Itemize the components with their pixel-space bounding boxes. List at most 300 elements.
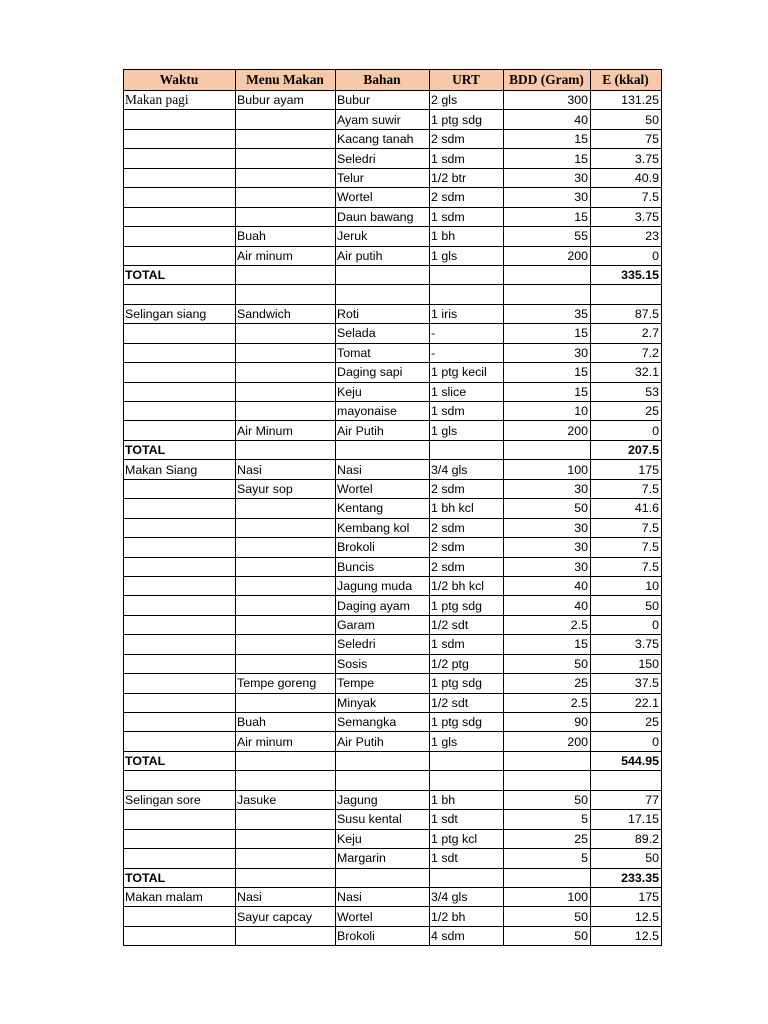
energy-cell: 0 <box>591 421 662 440</box>
bahan-cell: Keju <box>336 829 430 848</box>
energy-cell: 25 <box>591 402 662 421</box>
bdd-cell: 2.5 <box>504 693 591 712</box>
bdd-cell <box>504 285 591 304</box>
urt-cell: 1 ptg sdg <box>430 674 504 693</box>
bahan-cell: Air putih <box>336 246 430 265</box>
energy-cell: 22.1 <box>591 693 662 712</box>
urt-cell: 2 gls <box>430 91 504 110</box>
menu-makan-cell: Sayur sop <box>236 479 336 498</box>
urt-cell: 2 sdm <box>430 557 504 576</box>
table-row <box>124 149 662 168</box>
bahan-cell: Telur <box>336 168 430 187</box>
bahan-cell <box>336 285 430 304</box>
bahan-cell: Susu kental <box>336 810 430 829</box>
table-row <box>124 324 662 343</box>
energy-cell: 7.2 <box>591 343 662 362</box>
header-row <box>124 70 662 91</box>
waktu-cell: TOTAL <box>124 751 236 770</box>
energy-cell: 50 <box>591 849 662 868</box>
energy-cell: 544.95 <box>591 751 662 770</box>
waktu-cell <box>124 324 236 343</box>
urt-cell: 1 bh <box>430 790 504 809</box>
waktu-cell <box>124 654 236 673</box>
bahan-cell: Nasi <box>336 887 430 906</box>
bahan-cell: Roti <box>336 304 430 323</box>
menu-makan-cell <box>236 615 336 634</box>
energy-cell: 25 <box>591 713 662 732</box>
waktu-cell <box>124 246 236 265</box>
energy-cell: 12.5 <box>591 926 662 945</box>
energy-cell: 131.25 <box>591 91 662 110</box>
urt-cell: 1/2 sdt <box>430 615 504 634</box>
urt-cell: 3/4 gls <box>430 460 504 479</box>
bdd-cell: 200 <box>504 246 591 265</box>
energy-cell: 50 <box>591 110 662 129</box>
bahan-cell: Buncis <box>336 557 430 576</box>
waktu-cell <box>124 538 236 557</box>
table-row <box>124 168 662 187</box>
menu-makan-cell <box>236 363 336 382</box>
energy-cell: 0 <box>591 732 662 751</box>
header-urt: URT <box>430 70 504 91</box>
bdd-cell: 100 <box>504 460 591 479</box>
urt-cell: 2 sdm <box>430 538 504 557</box>
waktu-cell <box>124 907 236 926</box>
bdd-cell: 90 <box>504 713 591 732</box>
energy-cell: 175 <box>591 460 662 479</box>
menu-makan-cell: Air minum <box>236 246 336 265</box>
energy-cell: 53 <box>591 382 662 401</box>
energy-cell: 233.35 <box>591 868 662 887</box>
energy-cell <box>591 285 662 304</box>
waktu-cell: TOTAL <box>124 265 236 284</box>
bahan-cell: Tempe <box>336 674 430 693</box>
bahan-cell: Kembang kol <box>336 518 430 537</box>
energy-cell: 89.2 <box>591 829 662 848</box>
urt-cell: 1 sdt <box>430 849 504 868</box>
table-row <box>124 129 662 148</box>
table-row <box>124 227 662 246</box>
bahan-cell: Kacang tanah <box>336 129 430 148</box>
header-bahan: Bahan <box>336 70 430 91</box>
energy-cell: 7.5 <box>591 518 662 537</box>
bdd-cell: 15 <box>504 129 591 148</box>
menu-makan-cell <box>236 110 336 129</box>
bdd-cell: 35 <box>504 304 591 323</box>
table-row <box>124 654 662 673</box>
urt-cell <box>430 440 504 459</box>
menu-makan-cell <box>236 557 336 576</box>
bdd-cell <box>504 751 591 770</box>
bdd-cell: 30 <box>504 518 591 537</box>
bdd-cell: 50 <box>504 654 591 673</box>
menu-makan-cell <box>236 343 336 362</box>
menu-makan-cell <box>236 518 336 537</box>
waktu-cell <box>124 168 236 187</box>
urt-cell <box>430 285 504 304</box>
energy-cell: 75 <box>591 129 662 148</box>
table-row <box>124 635 662 654</box>
table-row <box>124 110 662 129</box>
bdd-cell: 30 <box>504 343 591 362</box>
energy-cell: 3.75 <box>591 207 662 226</box>
table-row <box>124 771 662 790</box>
bahan-cell <box>336 771 430 790</box>
menu-makan-cell: Tempe goreng <box>236 674 336 693</box>
menu-makan-cell <box>236 849 336 868</box>
urt-cell: 1/2 bh kcl <box>430 576 504 595</box>
bdd-cell: 50 <box>504 790 591 809</box>
total-row <box>124 868 662 887</box>
energy-cell: 40.9 <box>591 168 662 187</box>
bahan-cell: Jeruk <box>336 227 430 246</box>
menu-makan-cell <box>236 440 336 459</box>
waktu-cell <box>124 518 236 537</box>
table-row <box>124 693 662 712</box>
table-row <box>124 674 662 693</box>
bahan-cell: Kentang <box>336 499 430 518</box>
urt-cell: 1 sdm <box>430 635 504 654</box>
waktu-cell <box>124 771 236 790</box>
bahan-cell <box>336 751 430 770</box>
bahan-cell: Brokoli <box>336 538 430 557</box>
bahan-cell: Ayam suwir <box>336 110 430 129</box>
waktu-cell <box>124 363 236 382</box>
energy-cell: 3.75 <box>591 635 662 654</box>
table-row <box>124 207 662 226</box>
table-row <box>124 188 662 207</box>
urt-cell: 1 bh kcl <box>430 499 504 518</box>
bdd-cell <box>504 868 591 887</box>
energy-cell: 17.15 <box>591 810 662 829</box>
energy-cell: 335.15 <box>591 265 662 284</box>
urt-cell: 2 sdm <box>430 188 504 207</box>
energy-cell: 41.6 <box>591 499 662 518</box>
waktu-cell <box>124 576 236 595</box>
bdd-cell: 25 <box>504 674 591 693</box>
waktu-cell <box>124 421 236 440</box>
table-row <box>124 304 662 323</box>
menu-makan-cell: Sandwich <box>236 304 336 323</box>
bahan-cell: Wortel <box>336 907 430 926</box>
urt-cell: 1/2 bh <box>430 907 504 926</box>
bahan-cell: Nasi <box>336 460 430 479</box>
header-energy-kkal: E (kkal) <box>591 70 662 91</box>
bahan-cell: Garam <box>336 615 430 634</box>
table-row <box>124 363 662 382</box>
waktu-cell <box>124 635 236 654</box>
urt-cell: 2 sdm <box>430 518 504 537</box>
menu-makan-cell <box>236 324 336 343</box>
menu-makan-cell <box>236 285 336 304</box>
bdd-cell: 50 <box>504 926 591 945</box>
bahan-cell: Wortel <box>336 188 430 207</box>
table-row <box>124 732 662 751</box>
energy-cell: 23 <box>591 227 662 246</box>
energy-cell: 7.5 <box>591 557 662 576</box>
header-waktu: Waktu <box>124 70 236 91</box>
urt-cell: 2 sdm <box>430 129 504 148</box>
waktu-cell: Makan pagi <box>124 91 236 110</box>
bahan-cell <box>336 265 430 284</box>
waktu-cell <box>124 849 236 868</box>
bahan-cell: Jagung muda <box>336 576 430 595</box>
urt-cell: 1 sdm <box>430 149 504 168</box>
energy-cell: 77 <box>591 790 662 809</box>
urt-cell: 1 slice <box>430 382 504 401</box>
total-row <box>124 751 662 770</box>
table-row <box>124 538 662 557</box>
menu-makan-cell: Bubur ayam <box>236 91 336 110</box>
urt-cell: 1 ptg sdg <box>430 713 504 732</box>
table-row <box>124 887 662 906</box>
urt-cell: 1/2 sdt <box>430 693 504 712</box>
waktu-cell: Makan malam <box>124 887 236 906</box>
energy-cell: 2.7 <box>591 324 662 343</box>
table-row <box>124 713 662 732</box>
header-menu-makan: Menu Makan <box>236 70 336 91</box>
waktu-cell <box>124 207 236 226</box>
bahan-cell: mayonaise <box>336 402 430 421</box>
menu-makan-cell: Nasi <box>236 460 336 479</box>
menu-makan-cell: Jasuke <box>236 790 336 809</box>
bdd-cell <box>504 440 591 459</box>
menu-makan-cell: Air Minum <box>236 421 336 440</box>
waktu-cell <box>124 693 236 712</box>
energy-cell: 0 <box>591 246 662 265</box>
table-row <box>124 285 662 304</box>
urt-cell <box>430 868 504 887</box>
table-row <box>124 479 662 498</box>
menu-makan-cell <box>236 635 336 654</box>
bdd-cell: 15 <box>504 149 591 168</box>
menu-makan-cell <box>236 771 336 790</box>
bdd-cell <box>504 265 591 284</box>
urt-cell <box>430 265 504 284</box>
waktu-cell <box>124 674 236 693</box>
bdd-cell: 5 <box>504 810 591 829</box>
waktu-cell <box>124 227 236 246</box>
menu-makan-cell <box>236 538 336 557</box>
energy-cell: 37.5 <box>591 674 662 693</box>
waktu-cell <box>124 732 236 751</box>
bahan-cell: Semangka <box>336 713 430 732</box>
energy-cell: 87.5 <box>591 304 662 323</box>
menu-makan-cell <box>236 596 336 615</box>
bahan-cell: Margarin <box>336 849 430 868</box>
urt-cell: 1 gls <box>430 732 504 751</box>
urt-cell: 1 ptg kcl <box>430 829 504 848</box>
waktu-cell <box>124 188 236 207</box>
energy-cell: 150 <box>591 654 662 673</box>
waktu-cell <box>124 926 236 945</box>
table-row <box>124 382 662 401</box>
urt-cell <box>430 751 504 770</box>
table-row <box>124 402 662 421</box>
waktu-cell: Selingan sore <box>124 790 236 809</box>
bahan-cell: Bubur <box>336 91 430 110</box>
urt-cell: 1 iris <box>430 304 504 323</box>
bdd-cell: 30 <box>504 479 591 498</box>
energy-cell: 7.5 <box>591 188 662 207</box>
bdd-cell: 200 <box>504 421 591 440</box>
menu-makan-cell <box>236 499 336 518</box>
urt-cell: 1 bh <box>430 227 504 246</box>
menu-makan-cell <box>236 188 336 207</box>
menu-makan-cell <box>236 654 336 673</box>
energy-cell: 207.5 <box>591 440 662 459</box>
bdd-cell: 40 <box>504 596 591 615</box>
table-row <box>124 596 662 615</box>
energy-cell: 3.75 <box>591 149 662 168</box>
urt-cell: 1 sdm <box>430 402 504 421</box>
bahan-cell: Tomat <box>336 343 430 362</box>
urt-cell: 1/2 btr <box>430 168 504 187</box>
table-row <box>124 246 662 265</box>
bdd-cell: 30 <box>504 557 591 576</box>
header-bdd-gram: BDD (Gram) <box>504 70 591 91</box>
menu-makan-cell: Air minum <box>236 732 336 751</box>
table-row <box>124 576 662 595</box>
bdd-cell: 30 <box>504 188 591 207</box>
bahan-cell: Sosis <box>336 654 430 673</box>
bahan-cell: Brokoli <box>336 926 430 945</box>
menu-makan-cell: Sayur capcay <box>236 907 336 926</box>
bahan-cell: Daging ayam <box>336 596 430 615</box>
menu-makan-cell <box>236 207 336 226</box>
waktu-cell <box>124 829 236 848</box>
bahan-cell: Jagung <box>336 790 430 809</box>
bahan-cell: Wortel <box>336 479 430 498</box>
menu-makan-cell <box>236 382 336 401</box>
menu-makan-cell: Buah <box>236 713 336 732</box>
bdd-cell: 15 <box>504 207 591 226</box>
bdd-cell: 15 <box>504 382 591 401</box>
urt-cell <box>430 771 504 790</box>
waktu-cell <box>124 596 236 615</box>
urt-cell: - <box>430 324 504 343</box>
energy-cell: 7.5 <box>591 538 662 557</box>
bdd-cell: 10 <box>504 402 591 421</box>
bdd-cell: 200 <box>504 732 591 751</box>
bdd-cell: 50 <box>504 907 591 926</box>
urt-cell: 2 sdm <box>430 479 504 498</box>
menu-makan-cell <box>236 926 336 945</box>
bahan-cell: Daun bawang <box>336 207 430 226</box>
energy-cell: 0 <box>591 615 662 634</box>
urt-cell: 1 sdm <box>430 207 504 226</box>
table-row <box>124 557 662 576</box>
bahan-cell: Daging sapi <box>336 363 430 382</box>
urt-cell: 1 ptg sdg <box>430 110 504 129</box>
menu-makan-cell <box>236 149 336 168</box>
menu-makan-cell <box>236 810 336 829</box>
urt-cell: 1 sdt <box>430 810 504 829</box>
bdd-cell <box>504 771 591 790</box>
table-row <box>124 460 662 479</box>
waktu-cell <box>124 615 236 634</box>
bdd-cell: 55 <box>504 227 591 246</box>
table-row <box>124 421 662 440</box>
table-row <box>124 907 662 926</box>
bdd-cell: 15 <box>504 635 591 654</box>
bahan-cell: Seledri <box>336 635 430 654</box>
energy-cell: 175 <box>591 887 662 906</box>
urt-cell: 1 ptg sdg <box>430 596 504 615</box>
bdd-cell: 15 <box>504 324 591 343</box>
waktu-cell <box>124 343 236 362</box>
waktu-cell: TOTAL <box>124 868 236 887</box>
table-row <box>124 343 662 362</box>
waktu-cell <box>124 382 236 401</box>
menu-makan-cell <box>236 402 336 421</box>
waktu-cell <box>124 110 236 129</box>
bahan-cell: Minyak <box>336 693 430 712</box>
total-row <box>124 265 662 284</box>
menu-makan-cell <box>236 829 336 848</box>
waktu-cell <box>124 713 236 732</box>
bahan-cell: Air Putih <box>336 421 430 440</box>
waktu-cell <box>124 810 236 829</box>
bdd-cell: 25 <box>504 829 591 848</box>
table-row <box>124 790 662 809</box>
meal-plan-table <box>123 69 662 946</box>
bahan-cell: Keju <box>336 382 430 401</box>
bdd-cell: 100 <box>504 887 591 906</box>
waktu-cell <box>124 499 236 518</box>
waktu-cell <box>124 479 236 498</box>
waktu-cell <box>124 557 236 576</box>
urt-cell: 3/4 gls <box>430 887 504 906</box>
menu-makan-cell <box>236 751 336 770</box>
urt-cell: 1 gls <box>430 246 504 265</box>
table-row <box>124 615 662 634</box>
waktu-cell: TOTAL <box>124 440 236 459</box>
bdd-cell: 15 <box>504 363 591 382</box>
energy-cell <box>591 771 662 790</box>
waktu-cell <box>124 285 236 304</box>
waktu-cell <box>124 129 236 148</box>
urt-cell: 4 sdm <box>430 926 504 945</box>
menu-makan-cell <box>236 168 336 187</box>
urt-cell: - <box>430 343 504 362</box>
table-row <box>124 926 662 945</box>
energy-cell: 12.5 <box>591 907 662 926</box>
bdd-cell: 30 <box>504 168 591 187</box>
energy-cell: 32.1 <box>591 363 662 382</box>
energy-cell: 10 <box>591 576 662 595</box>
bdd-cell: 50 <box>504 499 591 518</box>
menu-makan-cell <box>236 576 336 595</box>
urt-cell: 1/2 ptg <box>430 654 504 673</box>
bdd-cell: 5 <box>504 849 591 868</box>
table-row <box>124 91 662 110</box>
menu-makan-cell <box>236 129 336 148</box>
bahan-cell: Air Putih <box>336 732 430 751</box>
bdd-cell: 300 <box>504 91 591 110</box>
table-row <box>124 829 662 848</box>
menu-makan-cell: Buah <box>236 227 336 246</box>
waktu-cell <box>124 402 236 421</box>
menu-makan-cell <box>236 265 336 284</box>
bahan-cell: Seledri <box>336 149 430 168</box>
bdd-cell: 2.5 <box>504 615 591 634</box>
total-row <box>124 440 662 459</box>
urt-cell: 1 gls <box>430 421 504 440</box>
menu-makan-cell <box>236 693 336 712</box>
waktu-cell: Selingan siang <box>124 304 236 323</box>
bdd-cell: 30 <box>504 538 591 557</box>
